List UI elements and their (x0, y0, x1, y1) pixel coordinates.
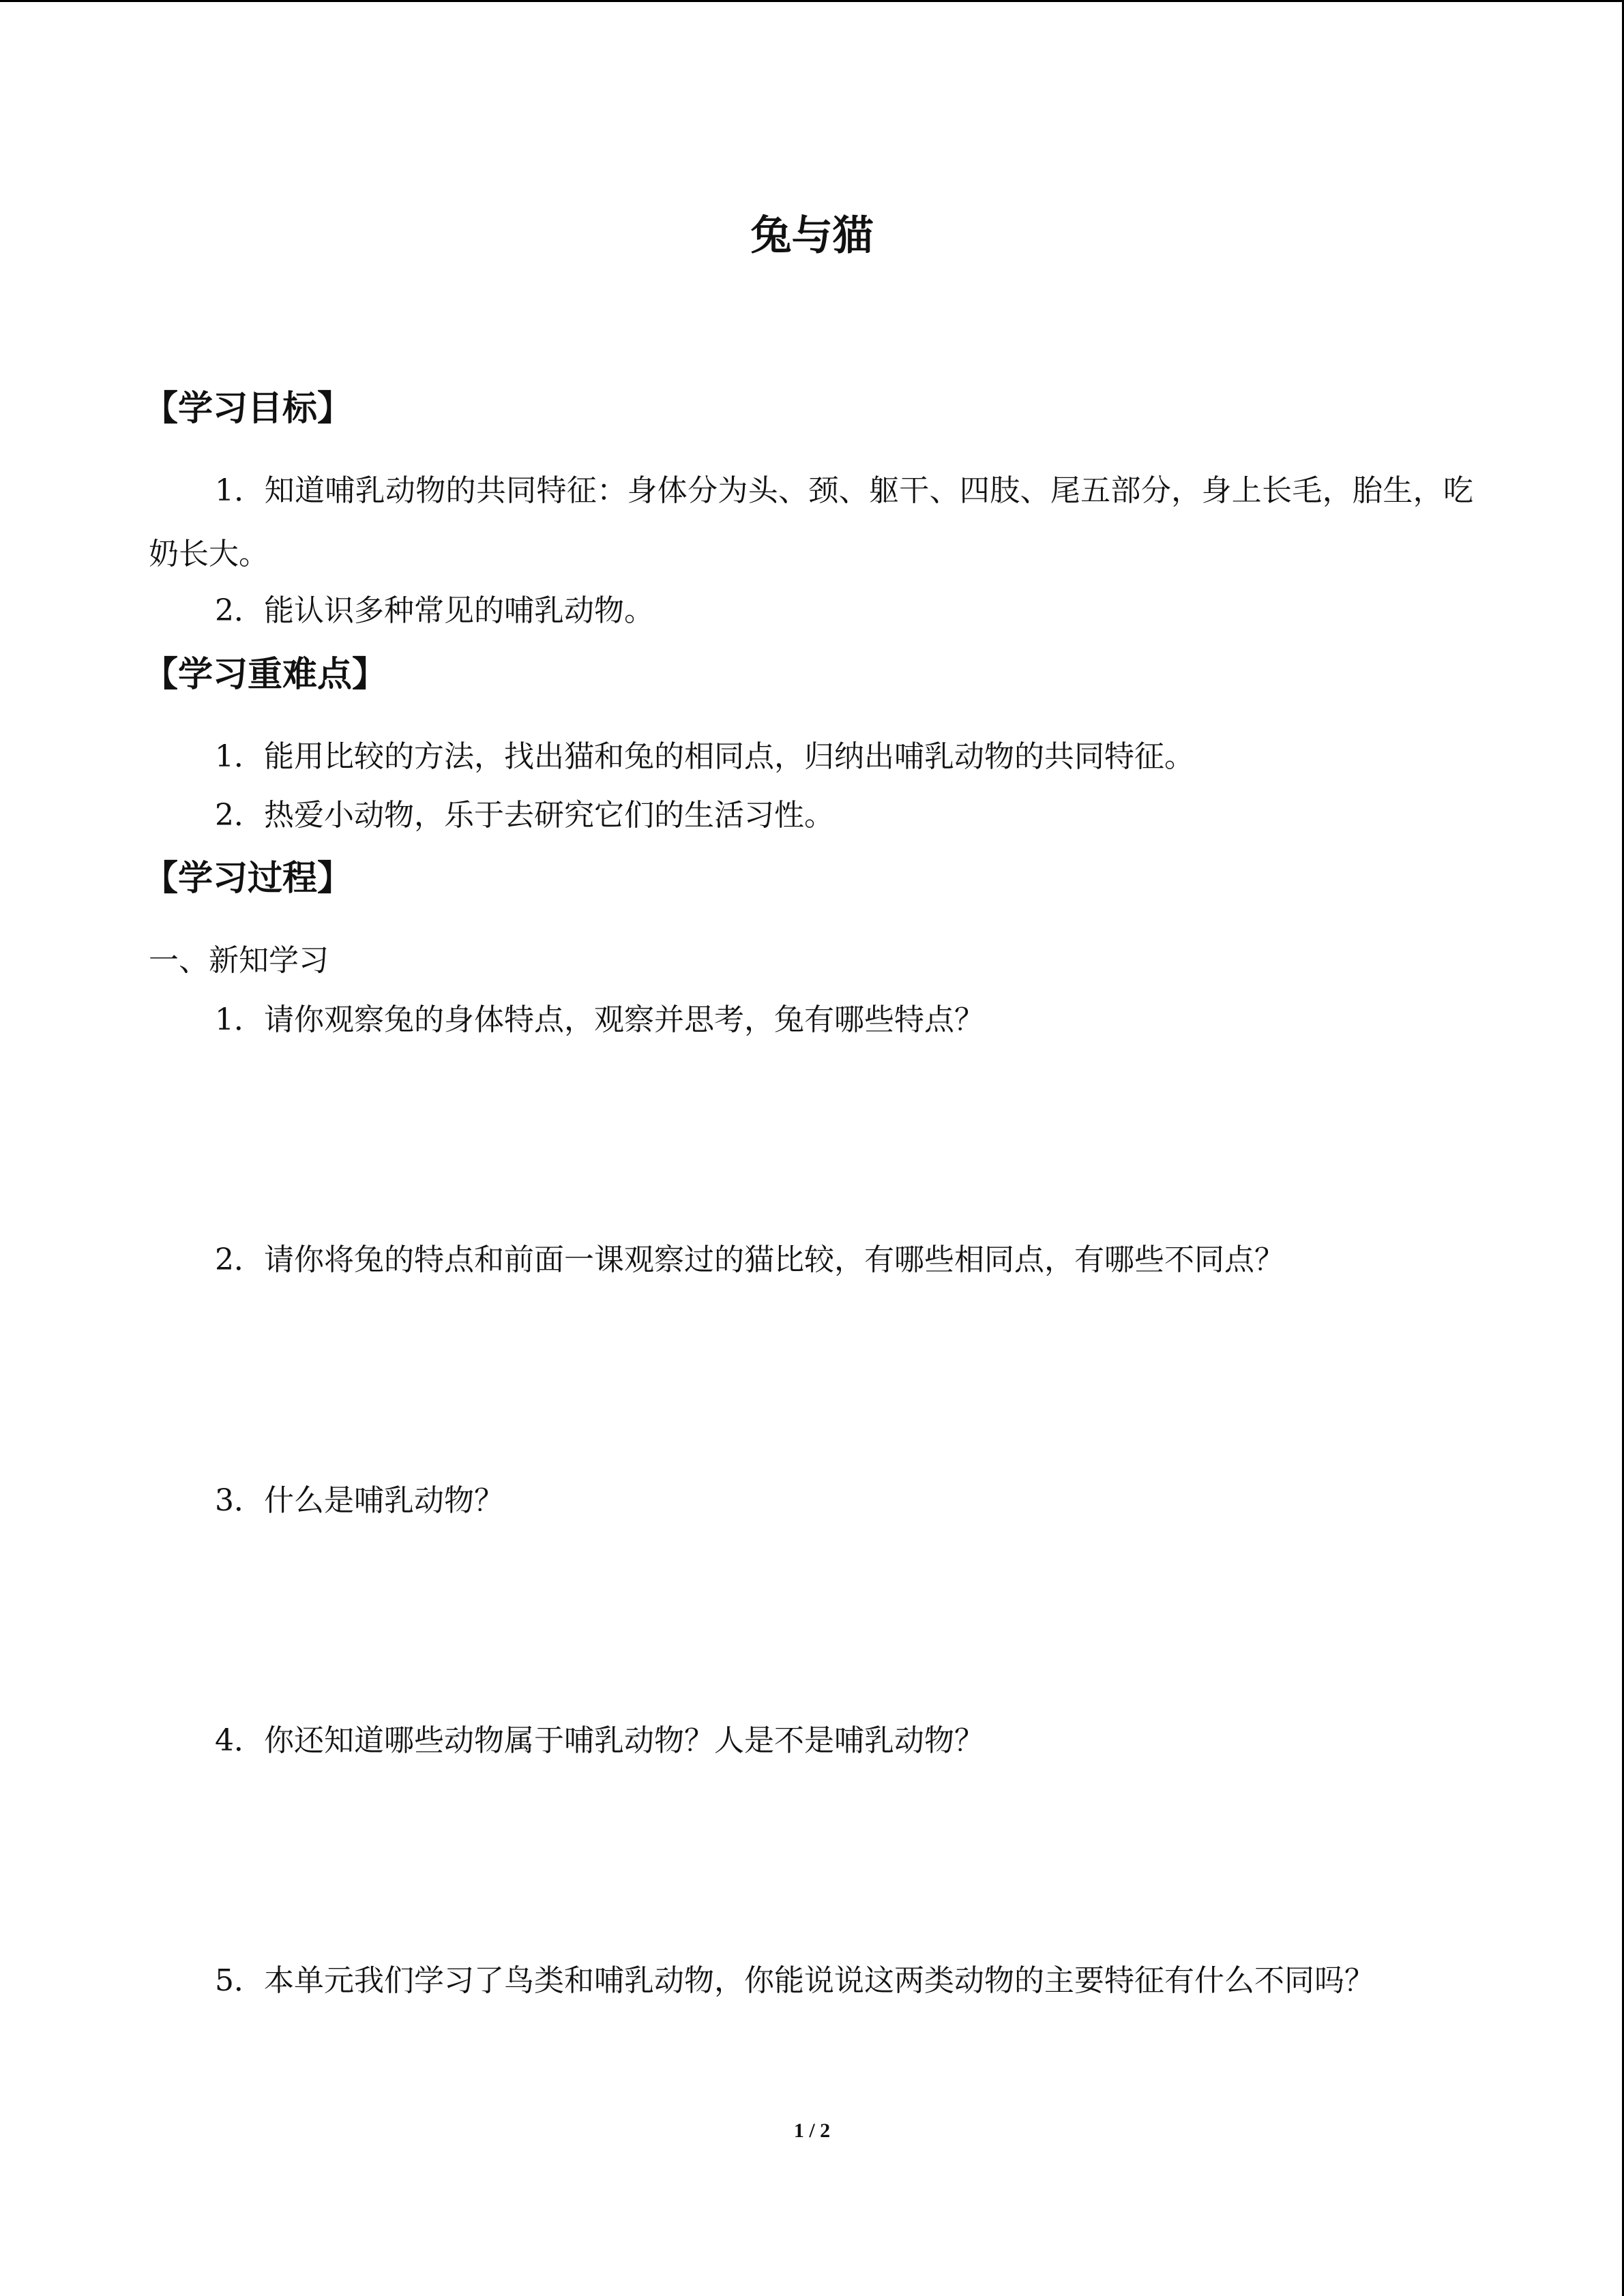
question-1: 1．请你观察兔的身体特点，观察并思考，兔有哪些特点？ (215, 1002, 984, 1037)
key-point-item-1: 1．能用比较的方法，找出猫和兔的相同点，归纳出哺乳动物的共同特征。 (215, 739, 1194, 774)
goal-item-2: 2．能认识多种常见的哺乳动物。 (215, 593, 654, 628)
goal-item-1: 1．知道哺乳动物的共同特征：身体分为头、颈、躯干、四肢、尾五部分，身上长毛，胎生，吃奶长大。 (149, 473, 1473, 571)
question-2: 2．请你将兔的特点和前面一课观察过的猫比较，有哪些相同点，有哪些不同点？ (215, 1242, 1284, 1277)
question-3: 3．什么是哺乳动物？ (215, 1483, 504, 1518)
key-point-item-2: 2．热爱小动物，乐于去研究它们的生活习性。 (215, 798, 834, 833)
heading-learning-goals: 【学习目标】 (143, 389, 353, 429)
document-title: 兔与猫 (750, 212, 874, 260)
heading-learning-process: 【学习过程】 (143, 859, 353, 899)
subheading-new-knowledge: 一、新知学习 (149, 943, 329, 978)
question-4: 4．你还知道哪些动物属于哺乳动物？人是不是哺乳动物？ (215, 1723, 984, 1758)
heading-key-points: 【学习重难点】 (143, 655, 387, 695)
page-number: 1 / 2 (793, 2119, 831, 2142)
page-border-top (0, 0, 1624, 2)
question-5: 5．本单元我们学习了鸟类和哺乳动物，你能说说这两类动物的主要特征有什么不同吗？ (215, 1963, 1374, 1998)
